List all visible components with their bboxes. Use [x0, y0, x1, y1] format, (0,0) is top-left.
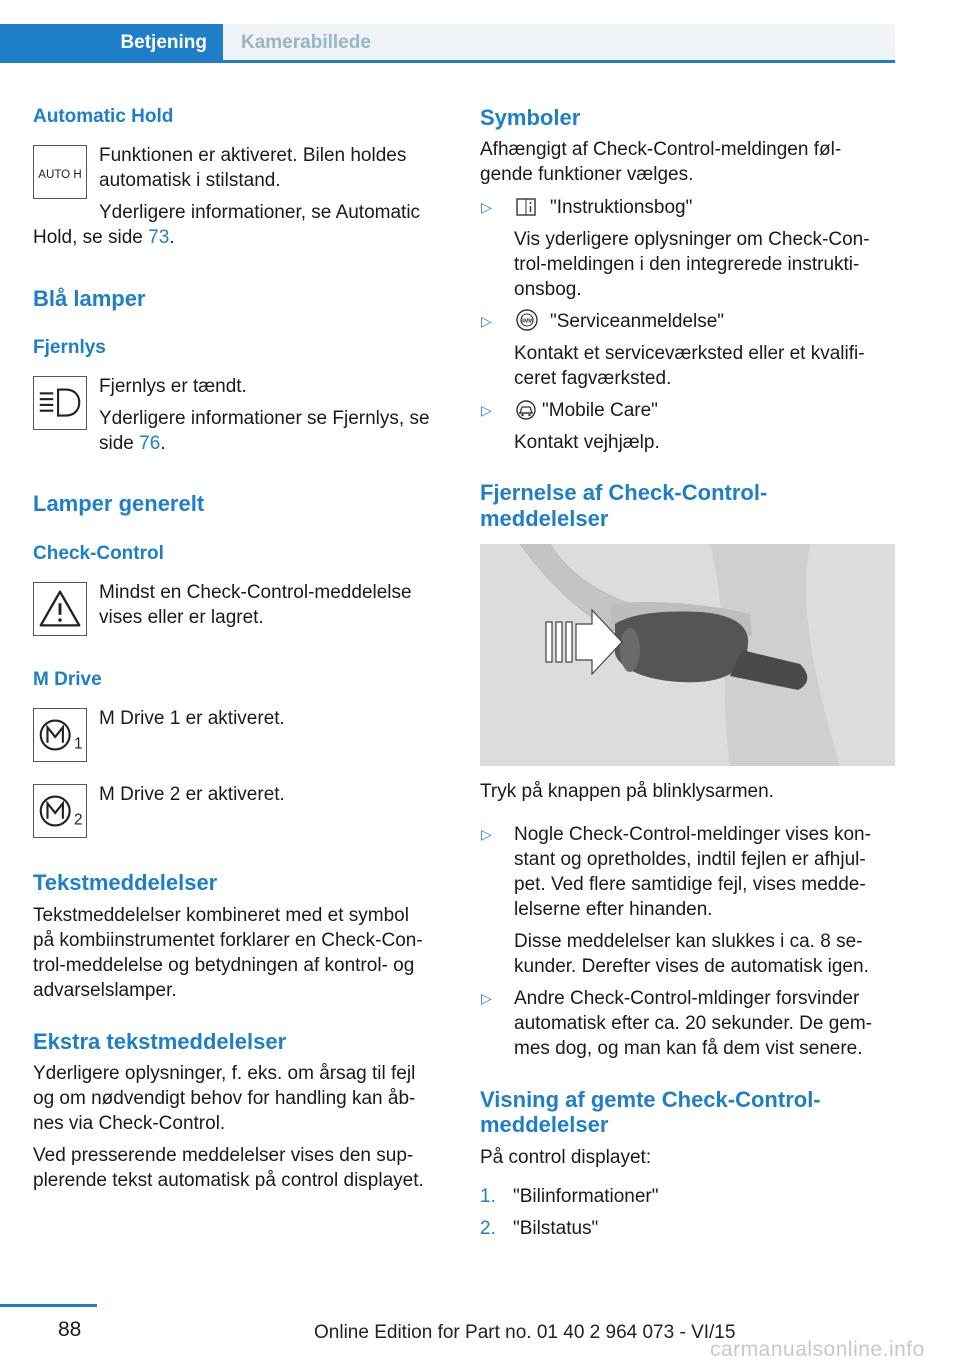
- high-beam-line1: Fjernlys er tændt.: [99, 376, 247, 397]
- symbol-item-desc: Vis yderligere oplysninger om Check-Con‐: [514, 229, 870, 250]
- text-messages-line: advarselslamper.: [33, 980, 177, 1001]
- step-text: "Bilstatus": [513, 1218, 599, 1239]
- removal-bullet-line: Nogle Check-Control-meldinger vises kon‐: [514, 824, 871, 845]
- removal-bullet-extra: Disse meddelelser kan slukkes i ca. 8 se‐: [514, 931, 863, 952]
- blue-lamps-heading: Blå lamper: [33, 286, 146, 311]
- warning-triangle-icon: [33, 582, 87, 636]
- mdrive-1-text: M Drive 1 er aktiveret.: [99, 708, 285, 729]
- autohold-page-link[interactable]: 73: [148, 227, 170, 248]
- extra-messages-line: plerende tekst automatisk på control displayet.: [33, 1170, 424, 1191]
- step-text: "Bilinformationer": [513, 1186, 659, 1207]
- symbol-item-label: "Serviceanmeldelse": [550, 311, 725, 332]
- mobile-care-icon: [514, 398, 538, 422]
- auto-hold-icon: [33, 145, 87, 199]
- bullet-arrow-icon: ▷: [481, 826, 492, 842]
- symbols-heading: Symboler: [480, 105, 581, 130]
- extra-messages-line: Ved presserende meddelelser vises den sup‐: [33, 1145, 414, 1166]
- step-number: 2.: [480, 1218, 496, 1239]
- autohold-line2: automatisk i stilstand.: [99, 170, 281, 191]
- symbols-intro-line: Afhængigt af Check-Control-meldingen føl‐: [480, 139, 842, 160]
- step-number: 1.: [480, 1186, 496, 1207]
- removal-bullet-extra: kunder. Derefter vises de automatisk igen.: [514, 956, 869, 977]
- bullet-arrow-icon: ▷: [481, 402, 492, 418]
- removal-bullet-line: lelserne efter hinanden.: [514, 899, 713, 920]
- manual-book-icon: [514, 196, 538, 218]
- extra-messages-line: og om nødvendigt behov for handling kan åb‐: [33, 1088, 416, 1109]
- lamps-general-heading: Lamper generelt: [33, 491, 205, 516]
- text-messages-line: trol-meddelelse og betydningen af kontrol- og: [33, 955, 415, 976]
- text-messages-line: Tekstmeddelelser kombineret med et symbol: [33, 905, 409, 926]
- extra-messages-line: nes via Check-Control.: [33, 1113, 226, 1134]
- extra-messages-line: Yderligere oplysninger, f. eks. om årsag til fejl: [33, 1063, 416, 1084]
- symbol-item-desc: Kontakt vejhjælp.: [514, 432, 660, 453]
- tab-betjening-label: Betjening: [120, 32, 207, 53]
- mdrive-subheading: M Drive: [33, 669, 102, 690]
- removal-caption: Tryk på knappen på blinklysarmen.: [480, 781, 774, 802]
- auto-hold-icon-text: AUTO H: [38, 168, 82, 181]
- autohold-line4-end: .: [169, 227, 175, 248]
- mdrive-2-text: M Drive 2 er aktiveret.: [99, 784, 285, 805]
- tab-betjening[interactable]: [0, 24, 223, 62]
- saved-heading-line: meddelelser: [480, 1112, 609, 1137]
- symbols-intro-line: gende funktioner vælges.: [480, 164, 694, 185]
- mdrive-1-icon-num: 1: [74, 735, 83, 753]
- removal-bullet-line: automatisk efter ca. 20 sekunder. De gem‐: [514, 1013, 873, 1034]
- symbol-item-desc: Kontakt et serviceværksted eller et kvalifi‐: [514, 343, 865, 364]
- removal-bullet-line: pet. Ved flere samtidige fejl, vises medde‐: [514, 874, 866, 895]
- bullet-arrow-icon: ▷: [481, 990, 492, 1006]
- high-beam-line3-text: side: [99, 433, 140, 454]
- removal-heading-line: Fjernelse af Check-Control-: [480, 480, 768, 505]
- removal-bullet-line: stant og opretholdes, indtil fejlen er afhjul‐: [514, 849, 866, 870]
- high-beam-icon: [33, 376, 87, 430]
- bmw-icon-text: BMW: [520, 318, 534, 325]
- check-control-line1: Mindst en Check-Control-meddelelse: [99, 582, 412, 603]
- removal-bullet-line: mes dog, og man kan få dem vist senere.: [514, 1038, 863, 1059]
- watermark: carmanualsonline.info: [710, 1338, 925, 1361]
- mdrive-2-icon-num: 2: [74, 811, 83, 829]
- symbol-item-desc: ceret fagværksted.: [514, 368, 672, 389]
- footer-rule: [0, 1304, 97, 1307]
- high-beam-subheading: Fjernlys: [33, 337, 106, 358]
- symbol-item-desc: trol-meldingen i den integrerede instrukti‐: [514, 254, 860, 275]
- removal-heading-line: meddelelser: [480, 506, 609, 531]
- autohold-line4: [33, 225, 175, 250]
- check-control-subheading: Check-Control: [33, 543, 164, 564]
- tab-kamerabillede-label: Kamerabillede: [241, 32, 371, 53]
- text-messages-line: på kombiinstrumentet forklarer en Check-Con‐: [33, 930, 423, 951]
- bullet-arrow-icon: ▷: [481, 199, 492, 215]
- mdrive-1-icon: [33, 708, 87, 762]
- tab-kamerabillede[interactable]: [223, 24, 895, 62]
- extra-messages-heading: Ekstra tekstmeddelelser: [33, 1029, 287, 1054]
- check-control-line2: vises eller er lagret.: [99, 607, 264, 628]
- header-bar: [0, 0, 895, 62]
- high-beam-line3-end: .: [160, 433, 166, 454]
- symbol-item-desc: onsbog.: [514, 279, 582, 300]
- page-number: 88: [58, 1318, 82, 1341]
- autohold-heading: Automatic Hold: [33, 106, 174, 127]
- saved-heading-line: Visning af gemte Check-Control-: [480, 1087, 821, 1112]
- autohold-line3: Yderligere informationer, se Automatic: [99, 202, 421, 223]
- autohold-line4-text: Hold, se side: [33, 227, 149, 248]
- high-beam-line2: Yderligere informationer se Fjernlys, se: [99, 408, 430, 429]
- header-rule: [0, 60, 895, 63]
- high-beam-page-link[interactable]: 76: [139, 433, 161, 454]
- high-beam-line3: [99, 431, 166, 456]
- bullet-arrow-icon: ▷: [481, 313, 492, 329]
- edition-text: Online Edition for Part no. 01 40 2 964 073 - VI/15: [314, 1322, 736, 1343]
- symbol-item-label: "Instruktionsbog": [550, 197, 693, 218]
- mdrive-2-icon: [33, 784, 87, 838]
- bmw-service-icon: [514, 308, 540, 332]
- turn-signal-lever-illustration: [480, 544, 895, 766]
- symbol-item-label: "Mobile Care": [542, 400, 658, 421]
- text-messages-heading: Tekstmeddelelser: [33, 870, 218, 895]
- saved-intro: På control displayet:: [480, 1147, 652, 1168]
- autohold-line1: Funktionen er aktiveret. Bilen holdes: [99, 145, 407, 166]
- removal-bullet-line: Andre Check-Control-mldinger forsvinder: [514, 988, 860, 1009]
